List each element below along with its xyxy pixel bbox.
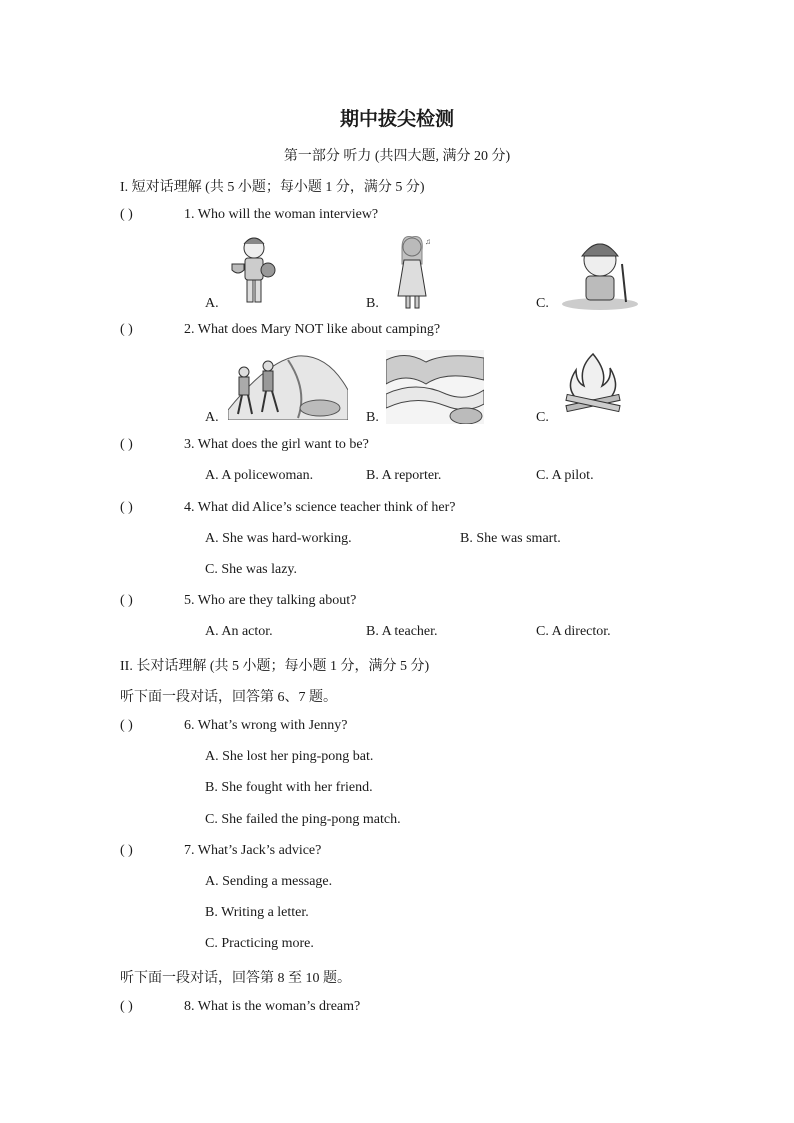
q5-option-c: C. A director. (536, 624, 611, 639)
q5-option-b: B. A teacher. (366, 624, 438, 639)
question-8-text: 8. What is the woman’s dream? (184, 999, 361, 1014)
q2-option-a-label: A. (205, 410, 219, 425)
section-2-heading: II. 长对话理解 (共 5 小题；每小题 1 分，满分 5 分) (120, 659, 430, 674)
question-3-text: 3. What does the girl want to be? (184, 437, 369, 452)
section-1-heading: I. 短对话理解 (共 5 小题；每小题 1 分，满分 5 分) (120, 180, 425, 195)
question-4-text: 4. What did Alice’s science teacher think of her? (184, 500, 456, 515)
q7-option-c: C. Practicing more. (205, 936, 314, 951)
q7-option-b: B. Writing a letter. (205, 905, 309, 920)
question-7-text: 7. What’s Jack’s advice? (184, 843, 322, 858)
answer-blank[interactable]: ( ) (120, 999, 133, 1014)
page-title: 期中拔尖检测 (339, 108, 454, 130)
section-2-intro-1: 听下面一段对话，回答第 6、7 题。 (120, 690, 337, 705)
q1-option-a-label: A. (205, 296, 219, 311)
q3-option-a: A. A policewoman. (205, 468, 314, 483)
hikers-illustration (228, 350, 348, 420)
question-6-text: 6. What’s wrong with Jenny? (184, 718, 348, 733)
question-5-text: 5. Who are they talking about? (184, 593, 357, 608)
q6-option-c: C. She failed the ping-pong match. (205, 812, 401, 827)
answer-blank[interactable]: ( ) (120, 322, 133, 337)
answer-blank[interactable]: ( ) (120, 500, 133, 515)
question-1-text: 1. Who will the woman interview? (184, 207, 379, 222)
q1-option-b-label: B. (366, 296, 379, 311)
part-subtitle: 第一部分 听力 (共四大题, 满分 20 分) (283, 149, 511, 164)
q2-option-c-label: C. (536, 410, 549, 425)
q3-option-b: B. A reporter. (366, 468, 442, 483)
answer-blank[interactable]: ( ) (120, 437, 133, 452)
answer-blank[interactable]: ( ) (120, 718, 133, 733)
answer-blank[interactable]: ( ) (120, 593, 133, 608)
girl-singing-illustration (394, 234, 434, 310)
q2-option-b-label: B. (366, 410, 379, 425)
question-2-text: 2. What does Mary NOT like about camping? (184, 322, 441, 337)
q7-option-a: A. Sending a message. (205, 874, 333, 889)
river-landscape-illustration (386, 350, 484, 424)
answer-blank[interactable]: ( ) (120, 843, 133, 858)
q5-option-a: A. An actor. (205, 624, 273, 639)
q6-option-a: A. She lost her ping-pong bat. (205, 749, 374, 764)
q3-option-c: C. A pilot. (536, 468, 594, 483)
q4-option-c: C. She was lazy. (205, 562, 298, 577)
q4-option-b: B. She was smart. (460, 531, 561, 546)
q6-option-b: B. She fought with her friend. (205, 780, 373, 795)
q4-option-a: A. She was hard-working. (205, 531, 352, 546)
q1-option-c-label: C. (536, 296, 549, 311)
svg-text:♫: ♫ (425, 237, 431, 246)
boy-with-trophy-illustration (228, 234, 280, 308)
boy-with-helmet-illustration (560, 234, 640, 310)
campfire-illustration (562, 352, 624, 418)
answer-blank[interactable]: ( ) (120, 207, 133, 222)
section-2-intro-2: 听下面一段对话，回答第 8 至 10 题。 (120, 971, 351, 986)
